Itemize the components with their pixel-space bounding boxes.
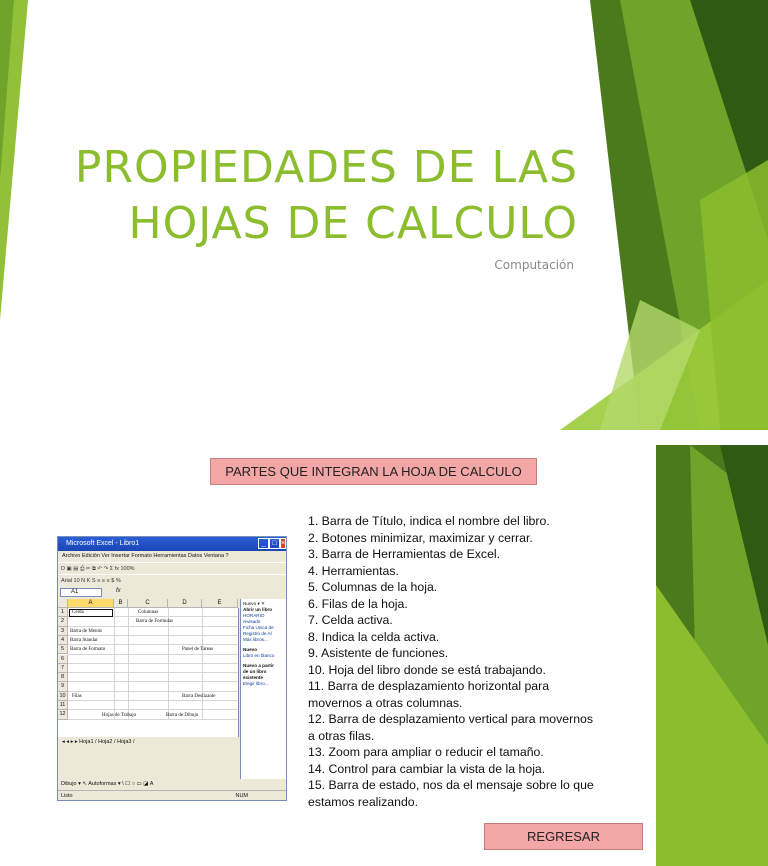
row-header: 5 bbox=[58, 645, 68, 654]
cell-text: Barra de Formulas bbox=[136, 619, 174, 624]
list-item: 5. Columnas de la hoja. bbox=[308, 580, 438, 594]
sheet-tabs[interactable]: ◂ ◂ ▸ ▸ Hoja1 / Hoja2 / Hoja3 / bbox=[58, 737, 238, 747]
row-header: 6 bbox=[58, 655, 68, 664]
section-heading: PARTES QUE INTEGRAN LA HOJA DE CALCULO bbox=[210, 458, 537, 485]
row-header: 9 bbox=[58, 682, 68, 691]
column-header: E bbox=[202, 599, 238, 608]
panel-line: existente bbox=[243, 675, 263, 680]
content-slide bbox=[0, 445, 768, 866]
panel-line: Nuevo ▾ ✕ bbox=[243, 601, 265, 606]
cell-text: Panel de Tareas bbox=[182, 647, 214, 652]
row-header: 3 bbox=[58, 627, 68, 636]
corner-header bbox=[58, 599, 68, 608]
panel-line: Nuevo bbox=[243, 647, 258, 652]
title-slide bbox=[0, 0, 768, 430]
excel-format-toolbar: Arial 10 N K S ≡ ≡ ≡ $ % bbox=[58, 574, 286, 586]
drawing-toolbar: Dibujo ▾ ↖ Autoformas ▾ \ ☐ ○ ▭ ◪ A bbox=[58, 779, 286, 790]
list-item: 15. Barra de estado, nos da el mensaje sobre lo que bbox=[308, 778, 594, 792]
cell-text: Barra de Dibujo bbox=[166, 713, 199, 718]
list-item: movernos a otras columnas. bbox=[308, 695, 463, 710]
list-item: 9. Asistente de funciones. bbox=[308, 646, 449, 660]
panel-link[interactable]: Elegir libro... bbox=[243, 681, 269, 686]
panel-link[interactable]: Registro de Al bbox=[243, 631, 272, 636]
list-item: 13. Zoom para ampliar o reducir el tamaño. bbox=[308, 745, 544, 759]
list-item: 7. Celda activa. bbox=[308, 613, 393, 627]
excel-screenshot bbox=[57, 536, 287, 801]
maximize-icon: □ bbox=[269, 538, 280, 549]
page-title bbox=[58, 140, 578, 252]
excel-grid bbox=[58, 599, 238, 737]
close-icon: × bbox=[281, 540, 286, 547]
row-header: 1 bbox=[58, 608, 68, 617]
panel-link[interactable]: Libro en blanco bbox=[243, 653, 275, 658]
minimize-icon: _ bbox=[258, 538, 269, 549]
row-header: 4 bbox=[58, 636, 68, 645]
parts-list bbox=[308, 513, 648, 810]
excel-menu-bar: Archivo Edición Ver Insertar Formato Herramientas Datos Ventana ? bbox=[58, 551, 286, 561]
row-header: 8 bbox=[58, 673, 68, 682]
panel-link[interactable]: Ficha Unica de bbox=[243, 625, 274, 630]
list-item: 11. Barra de desplazamiento horizontal para bbox=[308, 679, 550, 693]
panel-link[interactable]: HORARIO bbox=[243, 613, 265, 618]
column-header: B bbox=[114, 599, 128, 608]
title-line-1: PROPIEDADES DE LAS bbox=[74, 142, 578, 193]
row-header: 12 bbox=[58, 710, 68, 719]
excel-namebox: A1 bbox=[60, 588, 102, 597]
column-header: A bbox=[68, 599, 114, 608]
status-num: NUM bbox=[235, 793, 248, 799]
panel-line: Abrir un libro bbox=[243, 607, 273, 612]
fx-icon: fx bbox=[116, 588, 121, 594]
list-item: 2. Botones minimizar, maximizar y cerrar. bbox=[308, 530, 533, 545]
cell-text: Celda bbox=[72, 610, 84, 615]
cell-text: Barra Deslizante bbox=[182, 694, 216, 699]
cell-text: Barra de Formato bbox=[70, 647, 106, 652]
column-header: D bbox=[168, 599, 202, 608]
list-item: 1. Barra de Título, indica el nombre del libro. bbox=[308, 514, 550, 528]
row-header: 7 bbox=[58, 664, 68, 673]
list-item: 12. Barra de desplazamiento vertical para movernos bbox=[308, 712, 594, 726]
row-header: 11 bbox=[58, 701, 68, 710]
regresar-button[interactable]: REGRESAR bbox=[484, 823, 643, 850]
list-item: 8. Indica la celda activa. bbox=[308, 629, 440, 644]
panel-link[interactable]: revisado bbox=[243, 619, 261, 624]
cell-text: Barra de Menús bbox=[70, 629, 102, 634]
status-text: Listo bbox=[61, 793, 73, 799]
cell-text: Columnas bbox=[138, 610, 159, 615]
status-bar bbox=[58, 790, 286, 800]
list-item: 3. Barra de Herramientas de Excel. bbox=[308, 547, 501, 561]
list-item: 10. Hoja del libro donde se está trabajando. bbox=[308, 662, 546, 677]
excel-title-bar: Microsoft Excel - Libro1 bbox=[58, 537, 286, 551]
excel-standard-toolbar: D ▣ ▤ ⎙ ✂ ⧉ ↶ ↷ Σ fx 100% bbox=[58, 562, 286, 574]
panel-line: Nuevo a partir bbox=[243, 663, 274, 668]
list-item: estamos realizando. bbox=[308, 794, 419, 809]
subtitle: Computación bbox=[494, 258, 574, 272]
task-panel bbox=[240, 599, 286, 779]
panel-line: de un libro bbox=[243, 669, 267, 674]
title-line-2: HOJAS DE CALCULO bbox=[128, 198, 578, 249]
row-header: 2 bbox=[58, 617, 68, 626]
list-item: a otras filas. bbox=[308, 728, 375, 743]
cell-text: Filas bbox=[72, 694, 82, 699]
list-item: 6. Filas de la hoja. bbox=[308, 596, 408, 611]
column-header: C bbox=[128, 599, 168, 608]
row-header: 10 bbox=[58, 692, 68, 701]
cell-text: Hojas de Trabajo bbox=[102, 713, 137, 718]
vertical-scrollbar[interactable] bbox=[238, 608, 239, 737]
cell-text: Barra Standar bbox=[70, 638, 98, 643]
panel-link[interactable]: Más libros... bbox=[243, 637, 268, 642]
list-item: 4. Herramientas. bbox=[308, 563, 399, 578]
list-item: 14. Control para cambiar la vista de la hoja. bbox=[308, 761, 546, 776]
